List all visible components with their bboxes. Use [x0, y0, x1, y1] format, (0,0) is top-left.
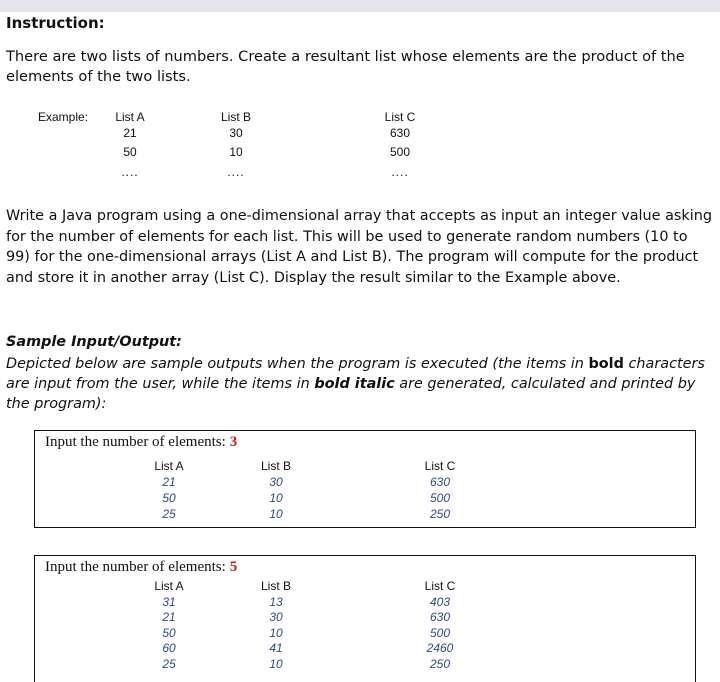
- s2-a-1: 31: [162, 594, 176, 609]
- s2-a-4: 60: [162, 641, 176, 655]
- s2-a-5: 25: [162, 656, 176, 671]
- example-header-b: List B: [220, 110, 251, 124]
- s1-header-a: List A: [154, 459, 184, 473]
- s2-b-4: 41: [269, 641, 283, 655]
- s2-c-4: 2460: [426, 641, 454, 655]
- example-list-c: [370, 110, 430, 182]
- s2-a-2: 21: [162, 610, 176, 624]
- prompt-input: 5: [229, 559, 238, 575]
- s1-a-2: 50: [162, 491, 176, 505]
- intro-paragraph: There are two lists of numbers. Create a resultant list whose elements are the product of the elements of the two lists.: [6, 48, 685, 85]
- s2-c-1: 403: [429, 594, 451, 609]
- top-bar: [0, 0, 720, 12]
- prompt-line: [45, 559, 237, 576]
- s1-b-3: 10: [269, 507, 283, 521]
- sample-output-2: [34, 555, 696, 682]
- example-list-b: [206, 110, 266, 182]
- s2-b-5: 10: [269, 656, 283, 671]
- s2-a-3: 50: [162, 625, 176, 640]
- s2-header-a: List A: [154, 579, 184, 593]
- instruction-heading: Instruction:: [6, 14, 105, 32]
- sample-heading: Sample Input/Output:: [6, 334, 182, 350]
- s2-c-2: 630: [429, 610, 451, 624]
- s1-header-b: List B: [260, 459, 291, 473]
- prompt-text: Input the number of elements:: [45, 559, 226, 575]
- s1-header-c: List C: [424, 459, 456, 473]
- s1-b-2: 10: [269, 491, 283, 505]
- task-paragraph: Write a Java program using a one-dimensional array that accepts as input an integer value asking for the number of elements for each list. This will be used to generate random numbers (10 to 99) for the one-dimensional arrays (List A and List B). The program will compute for the product and store it in another array (List C). Display the result similar to the Example above.: [6, 208, 713, 286]
- prompt-text: Input the number of elements:: [45, 434, 226, 450]
- example-b-2: 10: [229, 145, 243, 159]
- sample-description: [6, 354, 712, 414]
- example-b-1: 30: [229, 126, 243, 140]
- s2-b-1: 13: [269, 594, 283, 609]
- s2-b-2: 30: [269, 610, 283, 624]
- example-c-1: 630: [389, 126, 411, 140]
- s2-b-3: 10: [269, 625, 283, 640]
- s2-c-3: 500: [429, 625, 451, 640]
- s2-c-5: 250: [429, 656, 451, 671]
- sample-output-1: [34, 430, 696, 528]
- example-c-2: 500: [389, 145, 411, 159]
- s1-list-a: [139, 458, 199, 522]
- desc-bold: bold: [588, 356, 624, 372]
- s1-list-c: [410, 458, 470, 522]
- example-a-1: 21: [123, 126, 137, 140]
- example-a-3: ....: [121, 165, 139, 179]
- example-a-2: 50: [123, 145, 137, 159]
- s1-c-1: 630: [429, 475, 451, 489]
- example-b-3: ....: [227, 165, 245, 179]
- desc-part1: Depicted below are sample outputs when the program is executed (the items in: [6, 356, 589, 372]
- s2-list-c: [410, 579, 470, 672]
- s1-c-3: 250: [429, 507, 451, 521]
- example-list-a: [100, 110, 160, 182]
- example-header-a: List A: [115, 110, 145, 124]
- desc-part3: are generated, calculated and printed by the program):: [6, 376, 696, 412]
- example-label: Example:: [38, 110, 89, 124]
- s1-c-2: 500: [429, 491, 451, 505]
- s1-list-b: [246, 458, 306, 522]
- prompt-input: 3: [229, 434, 238, 450]
- s1-a-1: 21: [162, 475, 176, 489]
- desc-bold-italic: bold italic: [314, 376, 395, 392]
- s2-list-b: [246, 579, 306, 672]
- s1-b-1: 30: [269, 475, 283, 489]
- s2-header-b: List B: [260, 579, 291, 593]
- example-c-3: ....: [391, 165, 409, 179]
- desc-part2: characters are input from the user, while the items in: [6, 356, 705, 392]
- s2-list-a: [139, 579, 199, 672]
- example-header-c: List C: [384, 110, 416, 124]
- s1-a-3: 25: [162, 507, 176, 521]
- prompt-line: [45, 434, 237, 451]
- s2-header-c: List C: [424, 579, 456, 593]
